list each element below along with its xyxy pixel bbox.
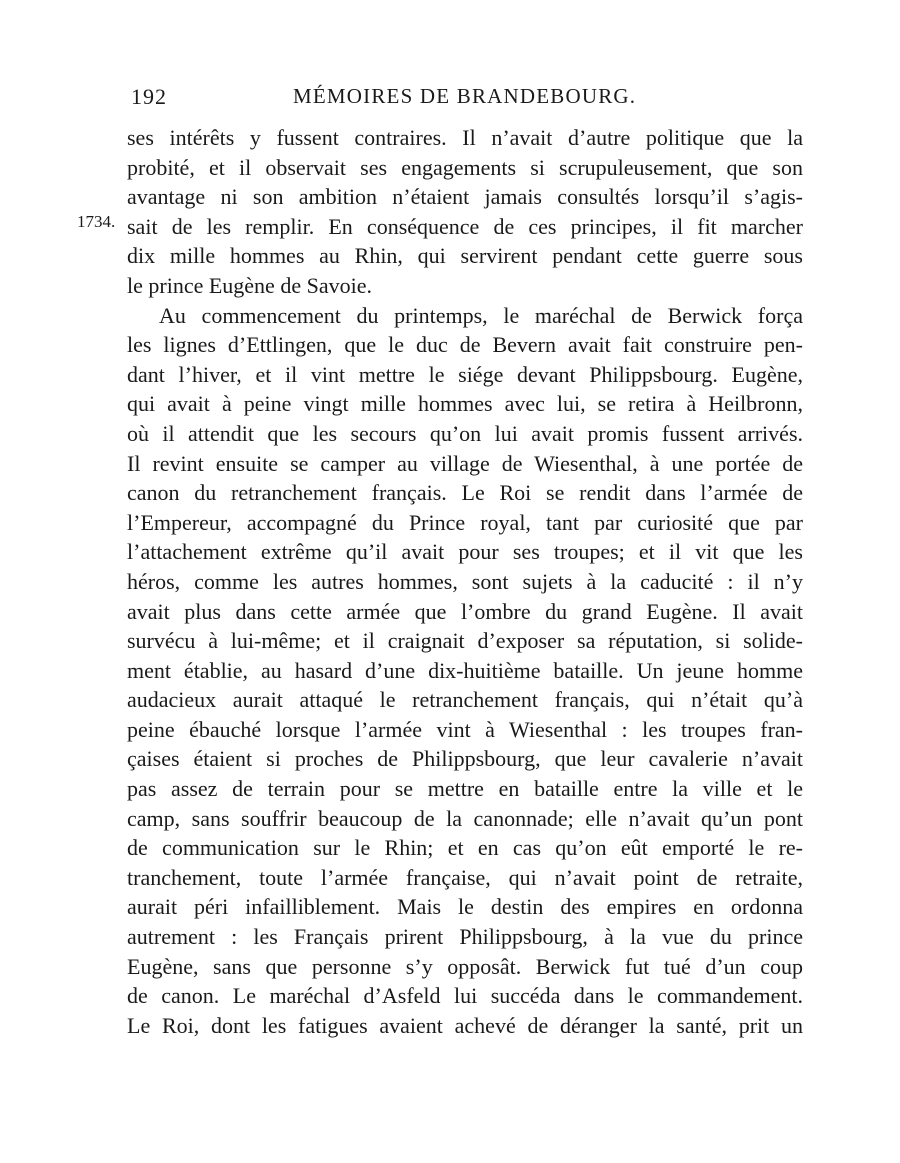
text-line: peine ébauché lorsque l’armée vint à Wiesenthal : les troupes fran- — [127, 716, 803, 742]
text-line: l’attachement extrême qu’il avait pour ses troupes; et il vit que les — [127, 539, 803, 565]
text-line: autrement : les Français prirent Philippsbourg, à la vue du prince — [127, 924, 803, 950]
text-line: tranchement, toute l’armée française, qui n’avait point de retraite, — [127, 864, 803, 890]
text-line: avait plus dans cette armée que l’ombre du grand Eugène. Il avait — [127, 598, 803, 624]
text-line: héros, comme les autres hommes, sont sujets à la caducité : il n’y — [127, 568, 803, 594]
text-line: avantage ni son ambition n’étaient jamais consultés lorsqu’il s’agis- — [127, 184, 803, 210]
text-line: çaises étaient si proches de Philippsbourg, que leur cavalerie n’avait — [127, 746, 803, 772]
text-line: sait de les remplir. En conséquence de ces principes, il fit marcher — [127, 213, 803, 239]
text-line: ment établie, au hasard d’une dix-huitième bataille. Un jeune homme — [127, 657, 803, 683]
margin-year-note: 1734. — [77, 212, 116, 231]
text-line: les lignes d’Ettlingen, que le duc de Bevern avait fait construire pen- — [127, 332, 803, 358]
text-line: Au commencement du printemps, le maréchal de Berwick força — [159, 302, 803, 328]
paragraph-1 — [127, 123, 803, 301]
paragraph-2 — [127, 301, 803, 1041]
text-line: de communication sur le Rhin; et en cas qu’on eût emporté le re- — [127, 835, 803, 861]
text-line: l’Empereur, accompagné du Prince royal, tant par curiosité que par — [127, 509, 803, 535]
text-line: probité, et il observait ses engagements si scrupuleusement, que son — [127, 154, 803, 180]
text-line: Il revint ensuite se camper au village de Wiesenthal, à une portée de — [127, 450, 803, 476]
text-line: dant l’hiver, et il vint mettre le siége devant Philippsbourg. Eugène, — [127, 361, 803, 387]
text-line: pas assez de terrain pour se mettre en bataille entre la ville et le — [127, 776, 803, 802]
text-line: dix mille hommes au Rhin, qui servirent pendant cette guerre sous — [127, 243, 803, 269]
text-line: aurait péri infailliblement. Mais le destin des empires en ordonna — [127, 894, 803, 920]
page-number: 192 — [131, 84, 167, 109]
text-line: le prince Eugène de Savoie. — [127, 272, 372, 298]
text-line: ses intérêts y fussent contraires. Il n’avait d’autre politique que la — [127, 125, 803, 150]
text-line: canon du retranchement français. Le Roi se rendit dans l’armée de — [127, 480, 803, 506]
body-text — [127, 123, 803, 1040]
text-line: Eugène, sans que personne s’y opposât. Berwick fut tué d’un coup — [127, 953, 803, 979]
text-line: Le Roi, dont les fatigues avaient achevé de déranger la santé, prit un — [127, 1012, 803, 1038]
text-line: camp, sans souffrir beaucoup de la canonnade; elle n’avait qu’un pont — [127, 805, 803, 831]
page-header — [127, 82, 803, 112]
text-line: de canon. Le maréchal d’Asfeld lui succéda dans le commandement. — [127, 983, 803, 1009]
text-line: où il attendit que les secours qu’on lui avait promis fussent arrivés. — [127, 420, 803, 446]
running-title: MÉMOIRES DE BRANDEBOURG. — [293, 84, 637, 108]
text-line: survécu à lui-même; et il craignait d’exposer sa réputation, si solide- — [127, 628, 803, 654]
text-line: qui avait à peine vingt mille hommes avec lui, se retira à Heilbronn, — [127, 391, 803, 417]
text-line: audacieux aurait attaqué le retranchement français, qui n’était qu’à — [127, 687, 803, 713]
